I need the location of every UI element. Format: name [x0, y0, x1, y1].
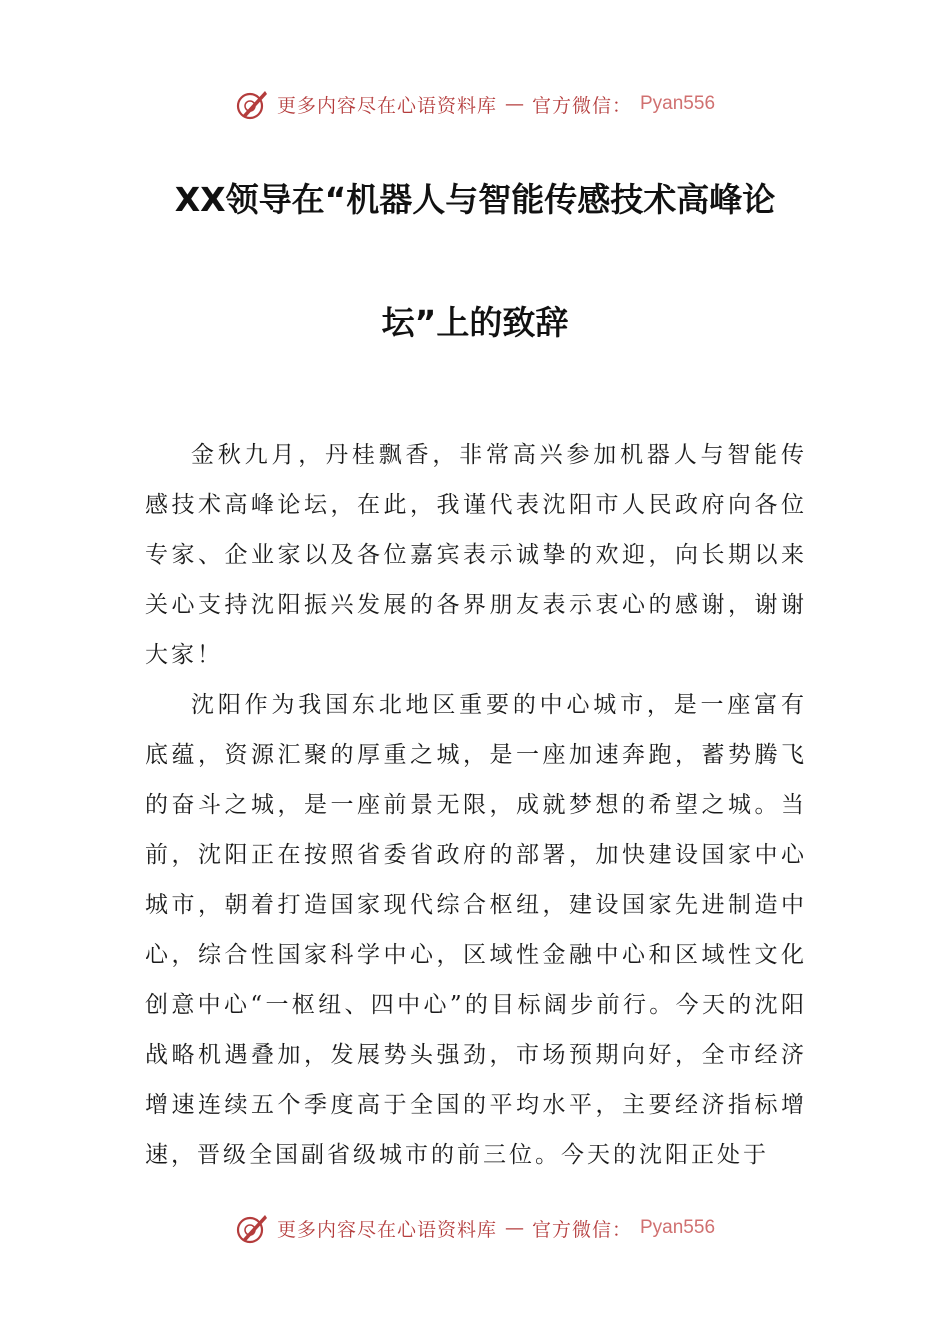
document-body [145, 430, 807, 1180]
pen-logo-icon [235, 1211, 269, 1245]
banner-wechat-id: Pyan556 [640, 93, 716, 114]
banner-wechat-id: Pyan556 [640, 1217, 716, 1238]
document-title-line1: XX领导在“机器人与智能传感技术高峰论 [174, 180, 776, 219]
document-title-line2: 坛”上的致辞 [381, 303, 569, 342]
banner-text: 更多内容尽在心语资料库 [276, 1218, 497, 1241]
footer-banner [0, 1208, 950, 1248]
banner-wechat-label: 官方微信： [531, 1218, 632, 1241]
header-banner [0, 84, 950, 124]
paragraph-2: 沈阳作为我国东北地区重要的中心城市，是一座富有底蕴，资源汇聚的厚重之城，是一座加速奔跑，蓄势腾飞的奋斗之城，是一座前景无限，成就梦想的希望之城。当前，沈阳正在按照省委省政府的部署，加快建设国家中心城市，朝着打造国家现代综合枢纽，建设国家先进制造中心，综合性国家科学中心，区域性金融中心和区域性文化创意中心“一枢纽、四中心”的目标阔步前行。今天的沈阳战略机遇叠加，发展势头强劲，市场预期向好，全市经济增速连续五个季度高于全国的平均水平，主要经济指标增速，晋级全国副省级城市的前三位。今天的沈阳正处于 [145, 692, 807, 1168]
paragraph-1: 金秋九月，丹桂飘香，非常高兴参加机器人与智能传感技术高峰论坛，在此，我谨代表沈阳市人民政府向各位专家、企业家以及各位嘉宾表示诚挚的欢迎，向长期以来关心支持沈阳振兴发展的各界朋友表示衷心的感谢，谢谢大家！ [145, 442, 807, 668]
banner-wechat-label: 官方微信： [531, 94, 632, 117]
banner-text: 更多内容尽在心语资料库 [276, 94, 497, 117]
banner-separator: — [504, 93, 524, 115]
banner-separator: — [504, 1217, 524, 1239]
pen-logo-icon [235, 87, 269, 121]
